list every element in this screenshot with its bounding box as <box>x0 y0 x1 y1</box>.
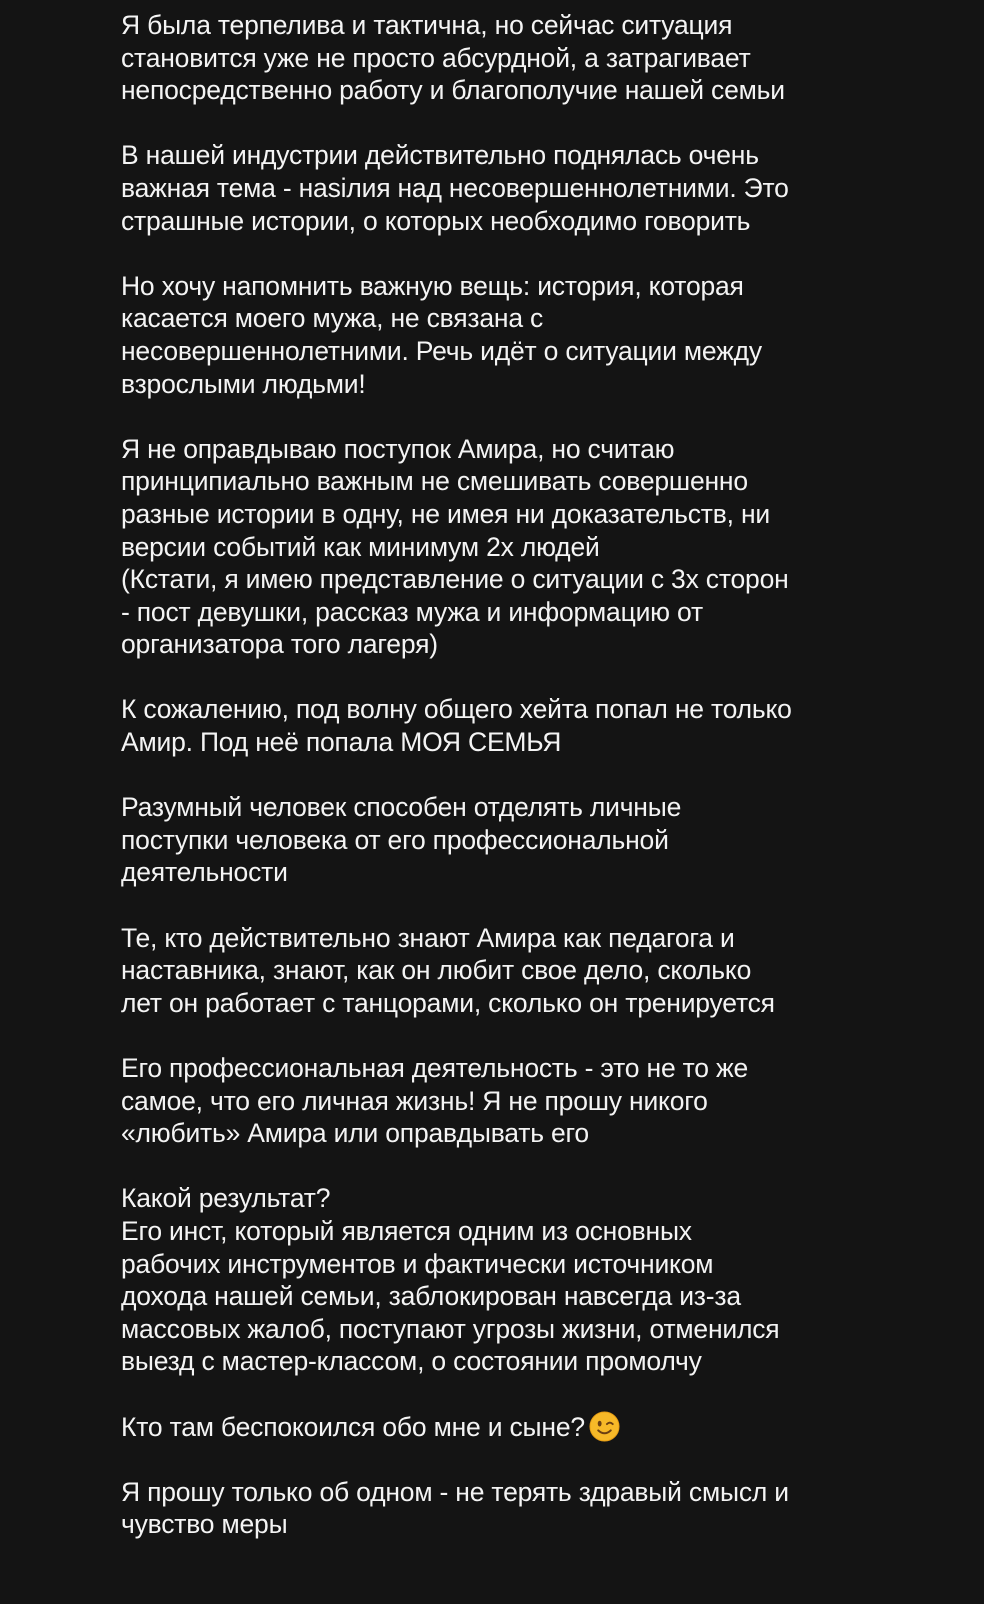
paragraph-result <box>121 1182 971 1378</box>
text-line: важная тема - наsiлия над несовершеннолетними. Это <box>121 172 789 203</box>
text-line: непосредственно работу и благополучие нашей семьи <box>121 75 785 106</box>
text-line: В нашей индустрии действительно поднялась очень <box>121 140 759 171</box>
text-line: Те, кто действительно знают Амира как педагога и <box>121 922 735 953</box>
text-line: версии событий как минимум 2х людей <box>121 531 600 562</box>
text-line: рабочих инструментов и фактически источником <box>121 1248 714 1279</box>
paragraph-industry <box>121 139 971 237</box>
paragraph-position <box>121 433 971 661</box>
paragraph-question <box>121 1411 971 1444</box>
text-line: выезд с мастер-классом, о состоянии промолчу <box>121 1346 702 1377</box>
text-line: становится уже не просто абсурдной, а затрагивает <box>121 42 751 73</box>
text-line: - пост девушки, рассказ мужа и информацию от <box>121 596 703 627</box>
text-line: деятельности <box>121 857 288 888</box>
paragraph-intro <box>121 9 971 107</box>
text-line <box>121 1411 971 1444</box>
text-line: принципиально важным не смешивать совершенно <box>121 466 748 497</box>
text-line: разные истории в одну, не имея ни доказательств, ни <box>121 498 770 529</box>
paragraph-reminder <box>121 270 971 400</box>
text-line: лет он работает с танцорами, сколько он тренируется <box>121 987 775 1018</box>
paragraph-reasonable <box>121 791 971 889</box>
paragraph-closing <box>121 1476 971 1541</box>
text-line: касается моего мужа, не связана с <box>121 303 544 334</box>
text-line: Я прошу только об одном - не терять здравый смысл и <box>121 1476 789 1507</box>
story-text <box>121 9 971 1574</box>
text-line: Его профессиональная деятельность - это не то же <box>121 1053 749 1083</box>
paragraph-mentor <box>121 922 971 1020</box>
text-line: «любить» Амира или оправдывать его <box>121 1118 589 1149</box>
text-line: несовершеннолетними. Речь идёт о ситуации между <box>121 335 762 366</box>
text-line: К сожалению, под волну общего хейта попал не только <box>121 694 792 725</box>
text-line: наставника, знают, как он любит свое дело, сколько <box>121 955 752 986</box>
text-line: дохода нашей семьи, заблокирован навсегда из-за <box>121 1281 741 1312</box>
paragraph-professional <box>121 1052 971 1150</box>
text-line: чувство меры <box>121 1509 288 1540</box>
question-text: Кто там беспокоился обо мне и сыне? <box>121 1411 585 1442</box>
text-line: Его инст, который является одним из основных <box>121 1215 692 1246</box>
text-line: Я не оправдываю поступок Амира, но считаю <box>121 433 675 464</box>
paragraph-family <box>121 693 971 758</box>
text-line: взрослыми людьми! <box>121 368 366 399</box>
text-line: Какой результат? <box>121 1183 331 1214</box>
text-line: организатора того лагеря) <box>121 629 438 660</box>
text-line: Я была терпелива и тактична, но сейчас ситуация <box>121 10 733 40</box>
text-line: Разумный человек способен отделять личные <box>121 792 682 823</box>
text-line: (Кстати, я имею представление о ситуации с 3х сторон <box>121 564 789 595</box>
text-line: страшные истории, о которых необходимо говорить <box>121 205 751 236</box>
text-line: самое, что его личная жизнь! Я не прошу никого <box>121 1085 708 1116</box>
winking-face-emoji-icon <box>589 1411 620 1442</box>
text-line: массовых жалоб, поступают угрозы жизни, отменился <box>121 1313 780 1344</box>
text-line: поступки человека от его профессиональной <box>121 824 669 855</box>
text-line: Но хочу напомнить важную вещь: история, которая <box>121 270 744 301</box>
text-line: Амир. Под неё попала МОЯ СЕМЬЯ <box>121 727 562 758</box>
